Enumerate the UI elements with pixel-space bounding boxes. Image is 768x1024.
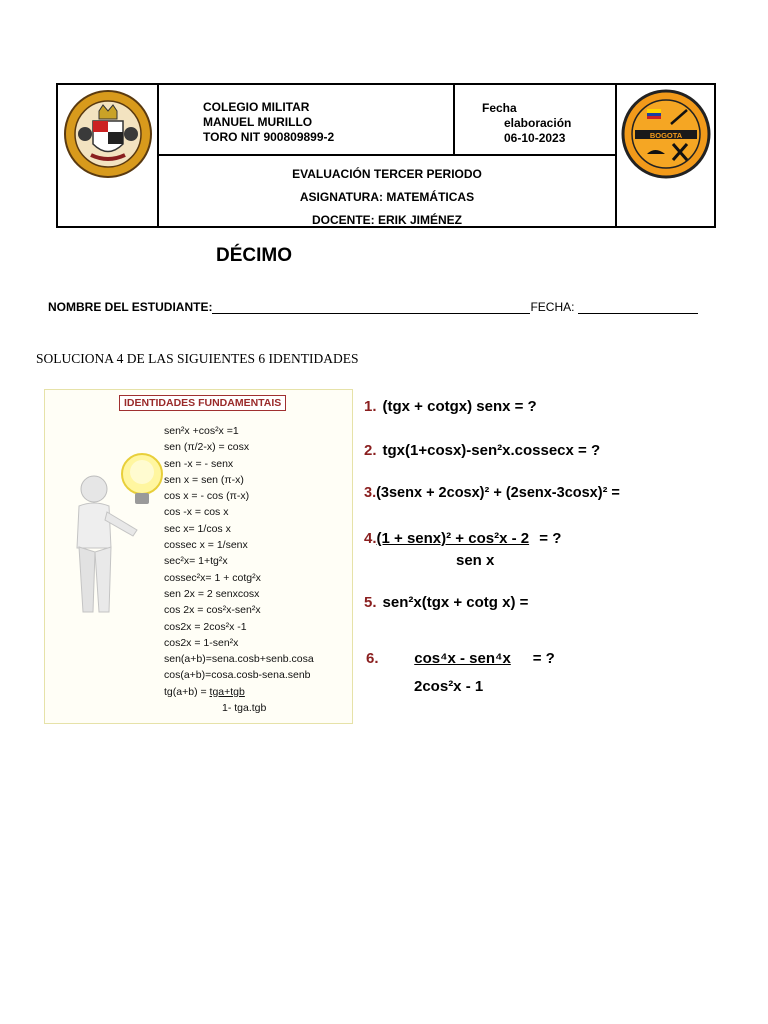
identities-list bbox=[164, 423, 314, 716]
problem-5 bbox=[364, 594, 528, 611]
identity-text: tg(a+b) = bbox=[164, 685, 210, 698]
problem-text: tgx(1+cosx)-sen²x.cossecx = ? bbox=[382, 442, 601, 459]
problem-number: 2. bbox=[364, 442, 377, 459]
student-name-label: NOMBRE DEL ESTUDIANTE: bbox=[48, 300, 213, 314]
divider bbox=[157, 154, 617, 156]
identity-item: sec x= 1/cos x bbox=[164, 522, 231, 535]
identity-denominator: 1- tga.tgb bbox=[222, 702, 267, 715]
problem-number: 6. bbox=[366, 650, 379, 667]
identity-item: cos(a+b)=cosa.cosb-sena.senb bbox=[164, 669, 311, 682]
evaluation-title: EVALUACIÓN TERCER PERIODO bbox=[292, 167, 482, 181]
instructions: SOLUCIONA 4 DE LAS SIGUIENTES 6 IDENTIDADES bbox=[36, 351, 359, 366]
problem-6-denominator: 2cos²x - 1 bbox=[414, 678, 484, 695]
school-line: COLEGIO MILITAR bbox=[203, 100, 310, 114]
identity-numerator: tga+tgb bbox=[209, 685, 245, 698]
identity-item: cos2x = 1-sen²x bbox=[164, 636, 239, 649]
evaluation-info bbox=[159, 163, 615, 232]
date-label: FECHA: bbox=[530, 300, 575, 314]
teacher: DOCENTE: ERIK JIMÉNEZ bbox=[311, 213, 462, 227]
problem-number: 4. bbox=[364, 530, 377, 547]
date-label: elaboración bbox=[504, 116, 572, 130]
identity-item: cos2x = 2cos²x -1 bbox=[164, 620, 247, 633]
identity-item: sen -x = - senx bbox=[164, 457, 234, 470]
problem-1 bbox=[364, 398, 537, 415]
identity-item: cos x = - cos (π-x) bbox=[164, 490, 250, 503]
identity-item: sec²x= 1+tg²x bbox=[164, 555, 228, 568]
identity-item: cos 2x = cos²x-sen²x bbox=[164, 604, 261, 617]
problem-3 bbox=[364, 485, 620, 501]
problem-number: 5. bbox=[364, 594, 377, 611]
school-nit: TORO NIT 900809899-2 bbox=[203, 130, 335, 144]
date-value: 06-10-2023 bbox=[504, 131, 566, 145]
identity-item bbox=[164, 684, 314, 700]
bogota-badge-logo bbox=[621, 88, 711, 180]
identity-item: cos -x = cos x bbox=[164, 506, 229, 519]
problem-text: (tgx + cotgx) senx = ? bbox=[382, 398, 537, 415]
student-info-row bbox=[48, 299, 698, 314]
divider bbox=[453, 85, 455, 155]
problem-text: sen²x(tgx + cotg x) = bbox=[382, 594, 529, 611]
figure-lightbulb-illustration bbox=[59, 452, 181, 632]
grade-title: DÉCIMO bbox=[216, 245, 292, 266]
problem-4 bbox=[364, 530, 561, 547]
school-name bbox=[203, 100, 334, 145]
date-field[interactable] bbox=[578, 299, 698, 314]
problem-text: (3senx + 2cosx)² + (2senx-3cosx)² = bbox=[376, 485, 620, 501]
date-label: Fecha bbox=[482, 101, 517, 115]
problem-equals: = ? bbox=[532, 650, 555, 667]
elaboration-date bbox=[482, 101, 571, 146]
problem-4-denominator: sen x bbox=[456, 552, 495, 569]
problem-number: 1. bbox=[364, 398, 377, 415]
identity-item: sen (π/2-x) = cosx bbox=[164, 441, 250, 454]
problem-6 bbox=[366, 650, 555, 667]
school-crest-logo bbox=[63, 89, 153, 179]
identity-item: sen 2x = 2 senxcosx bbox=[164, 587, 260, 600]
subject: ASIGNATURA: MATEMÁTICAS bbox=[299, 190, 475, 204]
identity-item: cossec x = 1/senx bbox=[164, 539, 248, 552]
identity-item: sen²x +cos²x =1 bbox=[164, 425, 239, 437]
problem-2 bbox=[364, 442, 600, 459]
problem-numerator: cos⁴x - sen⁴x bbox=[414, 650, 511, 667]
identity-item: sen(a+b)=sena.cosb+senb.cosa bbox=[164, 653, 314, 666]
student-name-field[interactable] bbox=[212, 299, 530, 314]
problem-equals: = ? bbox=[539, 530, 562, 547]
header-table bbox=[56, 83, 716, 228]
badge-text: BOGOTA bbox=[649, 131, 683, 140]
identities-panel bbox=[44, 389, 353, 724]
identities-title: IDENTIDADES FUNDAMENTAIS bbox=[119, 395, 286, 411]
school-line: MANUEL MURILLO bbox=[203, 115, 313, 129]
problem-number: 3. bbox=[364, 485, 377, 501]
identity-item: sen x = sen (π-x) bbox=[164, 473, 244, 486]
problem-numerator: (1 + senx)² + cos²x - 2 bbox=[376, 530, 530, 547]
identity-item: cossec²x= 1 + cotg²x bbox=[164, 571, 261, 584]
